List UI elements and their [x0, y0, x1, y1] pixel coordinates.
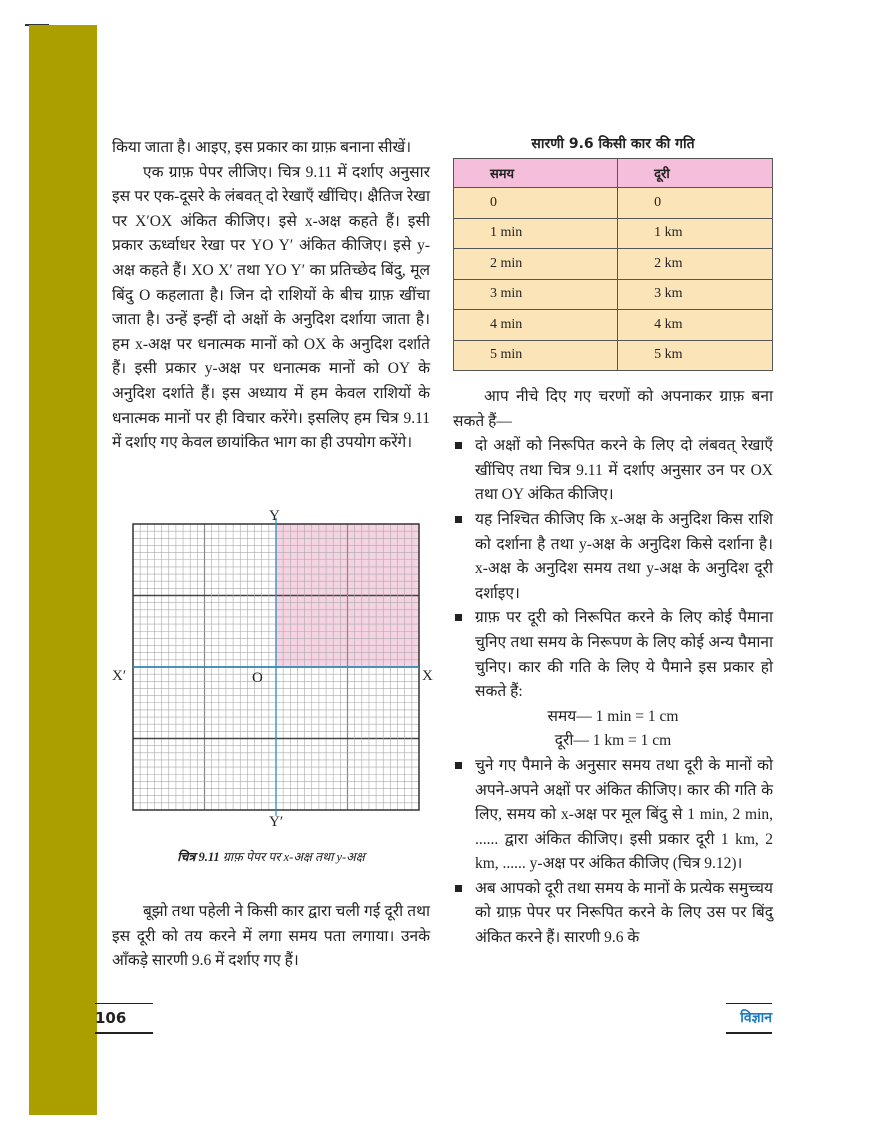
cell-time: 1 min	[454, 218, 618, 249]
paragraph: एक ग्राफ़ पेपर लीजिए। चित्र 9.11 में दर्शाए अनुसार इस पर एक-दूसरे के लंबवत् दो रेखाएँ खींचिए। क्षैतिज रेखा पर X′OX अंकित कीजिए। इसे x-अक्ष कहते हैं। इसी प्रकार ऊर्ध्वाधर रेखा पर YO Y′ अंकित कीजिए। इसे y-अक्ष कहते हैं। XO X′ तथा YO Y′ का प्रतिच्छेद बिंदु, मूल बिंदु O कहलाता है। जिन दो राशियों के बीच ग्राफ़ खींचा जाता है। उन्हें इन्हीं दो अक्षों के अनुदिश दर्शाया जाता है। हम x-अक्ष पर धनात्मक मानों को OX के अनुदिश दर्शाते हैं। इसी प्रकार y-अक्ष पर धनात्मक मानों को OY के अनुदिश दर्शाते हैं। इस अध्याय में हम केवल राशियों के धनात्मक मानों पर ही विचार करेंगे। इसलिए हम चित्र 9.11 में दर्शाए गए केवल छायांकित भाग का ही उपयोग करेंगे।	[112, 163, 430, 452]
figure-caption-text: ग्राफ़ पेपर पर x-अक्ष तथा y-अक्ष	[222, 850, 365, 864]
cell-distance: 5 km	[618, 340, 773, 371]
paragraph: बूझो तथा पहेली ने किसी कार द्वारा चली गई दूरी तथा इस दूरी को तय करने में लगा समय पता लगाया। उनके आँकड़े सारणी 9.6 में दर्शाए गए हैं।	[112, 903, 430, 970]
cell-distance: 1 km	[618, 218, 773, 249]
cell-time: 4 min	[454, 310, 618, 341]
right-column	[453, 385, 773, 951]
cell-time: 2 min	[454, 249, 618, 280]
cell-distance: 2 km	[618, 249, 773, 280]
cell-distance: 4 km	[618, 310, 773, 341]
data-table	[453, 158, 773, 371]
figure-caption	[112, 848, 430, 865]
list-item	[453, 434, 773, 508]
list-item-text: दो अक्षों को निरूपित करने के लिए दो लंबवत् रेखाएँ खींचिए तथा चित्र 9.11 में दर्शाए अनुसार उन पर OX तथा OY अंकित कीजिए।	[475, 437, 773, 504]
page-number: 106	[95, 1003, 153, 1034]
table-row	[454, 340, 773, 371]
list-item	[453, 877, 773, 951]
label-y: Y	[269, 508, 280, 524]
table-row	[454, 279, 773, 310]
list-item-text: अब आपको दूरी तथा समय के मानों के प्रत्येक समुच्चय को ग्राफ़ पेपर पर निरूपित करने के लिए उस पर बिंदु अंकित करने हैं। सारणी 9.6 के	[475, 879, 773, 947]
table-row	[454, 249, 773, 280]
paragraph: किया जाता है। आइए, इस प्रकार का ग्राफ़ बनाना सीखें।	[112, 139, 412, 156]
table-caption: सारणी 9.6 किसी कार की गति	[531, 136, 695, 152]
table-row	[454, 188, 773, 219]
figure-number: चित्र 9.11	[177, 850, 220, 864]
cell-distance: 0	[618, 188, 773, 219]
list-item-text: चुने गए पैमाने के अनुसार समय तथा दूरी के मानों को अपने-अपने अक्षों पर अंकित कीजिए। कार की गति के लिए, समय को x-अक्ष पर मूल बिंदु से 1 min, 2 min, ...... द्वारा अंकित कीजिए। इसी प्रकार दूरी 1 km, 2 km, ...... y-अक्ष पर अंकित कीजिए (चित्र 9.12)।	[475, 756, 773, 873]
sidebar-band	[29, 25, 97, 1115]
table-row	[454, 218, 773, 249]
bullet-icon	[455, 762, 462, 769]
table-header-row	[454, 159, 773, 188]
cell-distance: 3 km	[618, 279, 773, 310]
cell-time: 3 min	[454, 279, 618, 310]
left-column-bottom	[112, 900, 430, 974]
list-item	[453, 508, 773, 606]
left-column	[112, 136, 430, 456]
label-origin: O	[252, 670, 263, 686]
scale-time: समय— 1 min = 1 cm	[547, 707, 679, 725]
list-item-text: यह निश्चित कीजिए कि x-अक्ष के अनुदिश किस राशि को दर्शाना है तथा y-अक्ष के अनुदिश किसे दर्शाना है। x-अक्ष के अनुदिश समय तथा y-अक्ष के अनुदिश दूरी दर्शाइए।	[475, 510, 773, 602]
paragraph: आप नीचे दिए गए चरणों को अपनाकर ग्राफ़ बना सकते हैं—	[453, 388, 773, 430]
label-y-prime: Y′	[269, 814, 284, 830]
cell-time: 0	[454, 188, 618, 219]
scale-distance: दूरी— 1 km = 1 cm	[554, 732, 672, 750]
bullet-icon	[455, 442, 462, 449]
bullet-icon	[455, 516, 462, 523]
label-x: X	[422, 668, 433, 684]
book-title: विज्ञान	[726, 1003, 772, 1034]
header-time: समय	[454, 159, 618, 188]
bullet-icon	[455, 885, 462, 892]
graph-grid	[112, 508, 442, 838]
list-item	[453, 754, 773, 877]
cell-time: 5 min	[454, 340, 618, 371]
list-item	[453, 606, 773, 704]
graph-paper-figure	[112, 508, 442, 838]
bullet-icon	[455, 614, 462, 621]
header-distance: दूरी	[618, 159, 773, 188]
table-row	[454, 310, 773, 341]
label-x-prime: X′	[112, 668, 127, 684]
list-item-text: ग्राफ़ पर दूरी को निरूपित करने के लिए कोई पैमाना चुनिए तथा समय के निरूपण के लिए कोई अन्य पैमाना चुनिए। कार की गति के लिए ये पैमाने इस प्रकार हो सकते हैं:	[475, 609, 773, 701]
